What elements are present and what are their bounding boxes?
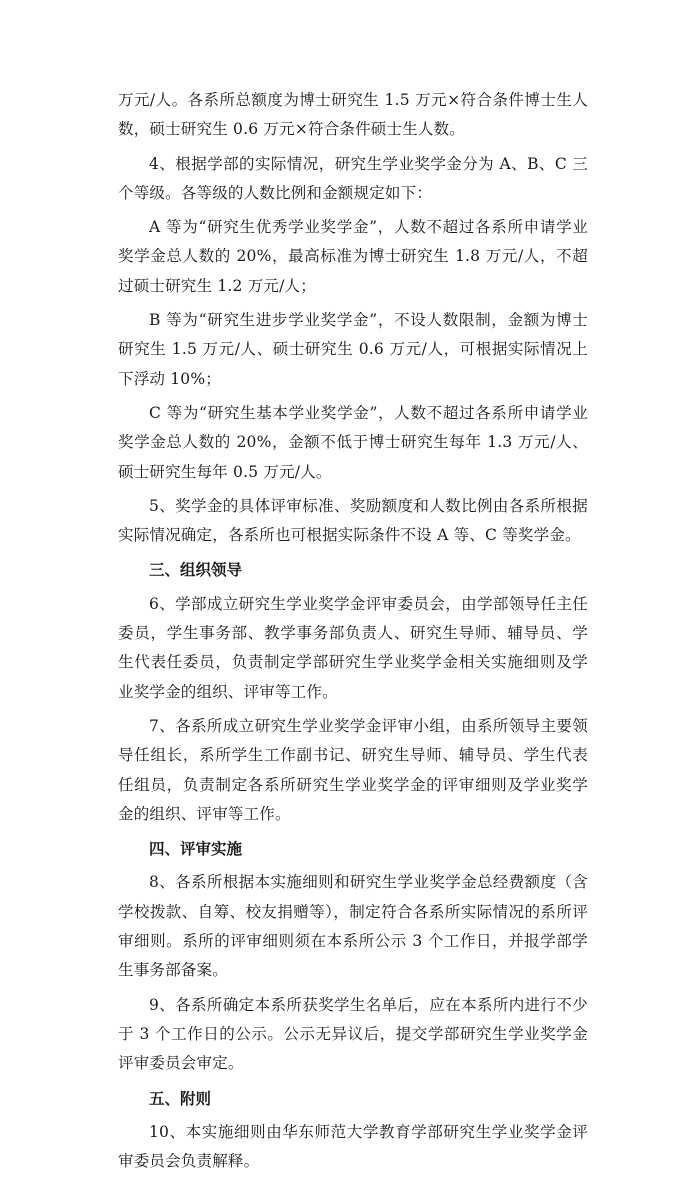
paragraph-item-6: 6、学部成立研究生学业奖学金评审委员会，由学部领导任主任委员，学生事务部、教学事务部负责人、研究生导师、辅导员、学生代表任委员，负责制定学部研究生学业奖学金相关实施细则及学业奖学金的组织、评审等工作。 [118,594,588,701]
section-heading-appendix: 五、附则 [149,1088,212,1108]
section-heading-organization: 三、组织领导 [149,560,243,580]
paragraph-grade-a: A 等为“研究生优秀学业奖学金”，人数不超过各系所申请学业奖学金总人数的 20%，最高标准为博士研究生 1.8 万元/人，不超过硕士研究生 1.2 万元/人； [118,218,588,295]
paragraph-item-7: 7、各系所成立研究生学业奖学金评审小组，由系所领导主要领导任组长，系所学生工作副书记、研究生导师、辅导员、学生代表任组员，负责制定各系所研究生学业奖学金的评审细则及学业奖学金的组织、评审等工作。 [118,716,588,823]
paragraph-item-5: 5、奖学金的具体评审标准、奖励额度和人数比例由各系所根据实际情况确定，各系所也可根据实际条件不设 A 等、C 等奖学金。 [118,496,588,545]
paragraph-grade-c: C 等为“研究生基本学业奖学金”，人数不超过各系所申请学业奖学金总人数的 20%，金额不低于博士研究生每年 1.3 万元/人、硕士研究生每年 0.5 万元/人。 [118,403,588,481]
document-body [118,86,588,1181]
paragraph-item-4: 4、根据学部的实际情况，研究生学业奖学金分为 A、B、C 三个等级。各等级的人数比例和金额规定如下： [118,154,588,202]
paragraph-item-9: 9、各系所确定本系所获奖学生名单后，应在本系所内进行不少于 3 个工作日的公示。公示无异议后，提交学部研究生学业奖学金评审委员会审定。 [118,995,588,1073]
paragraph-continuation: 万元/人。各系所总额度为博士研究生 1.5 万元×符合条件博士生人数，硕士研究生 0.6 万元×符合条件硕士生人数。 [118,91,588,139]
paragraph-item-10: 10、本实施细则由华东师范大学教育学部研究生学业奖学金评审委员会负责解释。 [118,1122,588,1171]
paragraph-item-8: 8、各系所根据本实施细则和研究生学业奖学金总经费额度（含学校拨款、自筹、校友捐赠等），制定符合各系所实际情况的系所评审细则。系所的评审细则须在本系所公示 3 个工作日，并报学部学生事务部备案。 [118,873,588,980]
paragraph-grade-b: B 等为“研究生进步学业奖学金”，不设人数限制，金额为博士研究生 1.5 万元/人、硕士研究生 0.6 万元/人，可根据实际情况上下浮动 10%； [118,311,588,388]
section-heading-implementation: 四、评审实施 [149,839,243,859]
